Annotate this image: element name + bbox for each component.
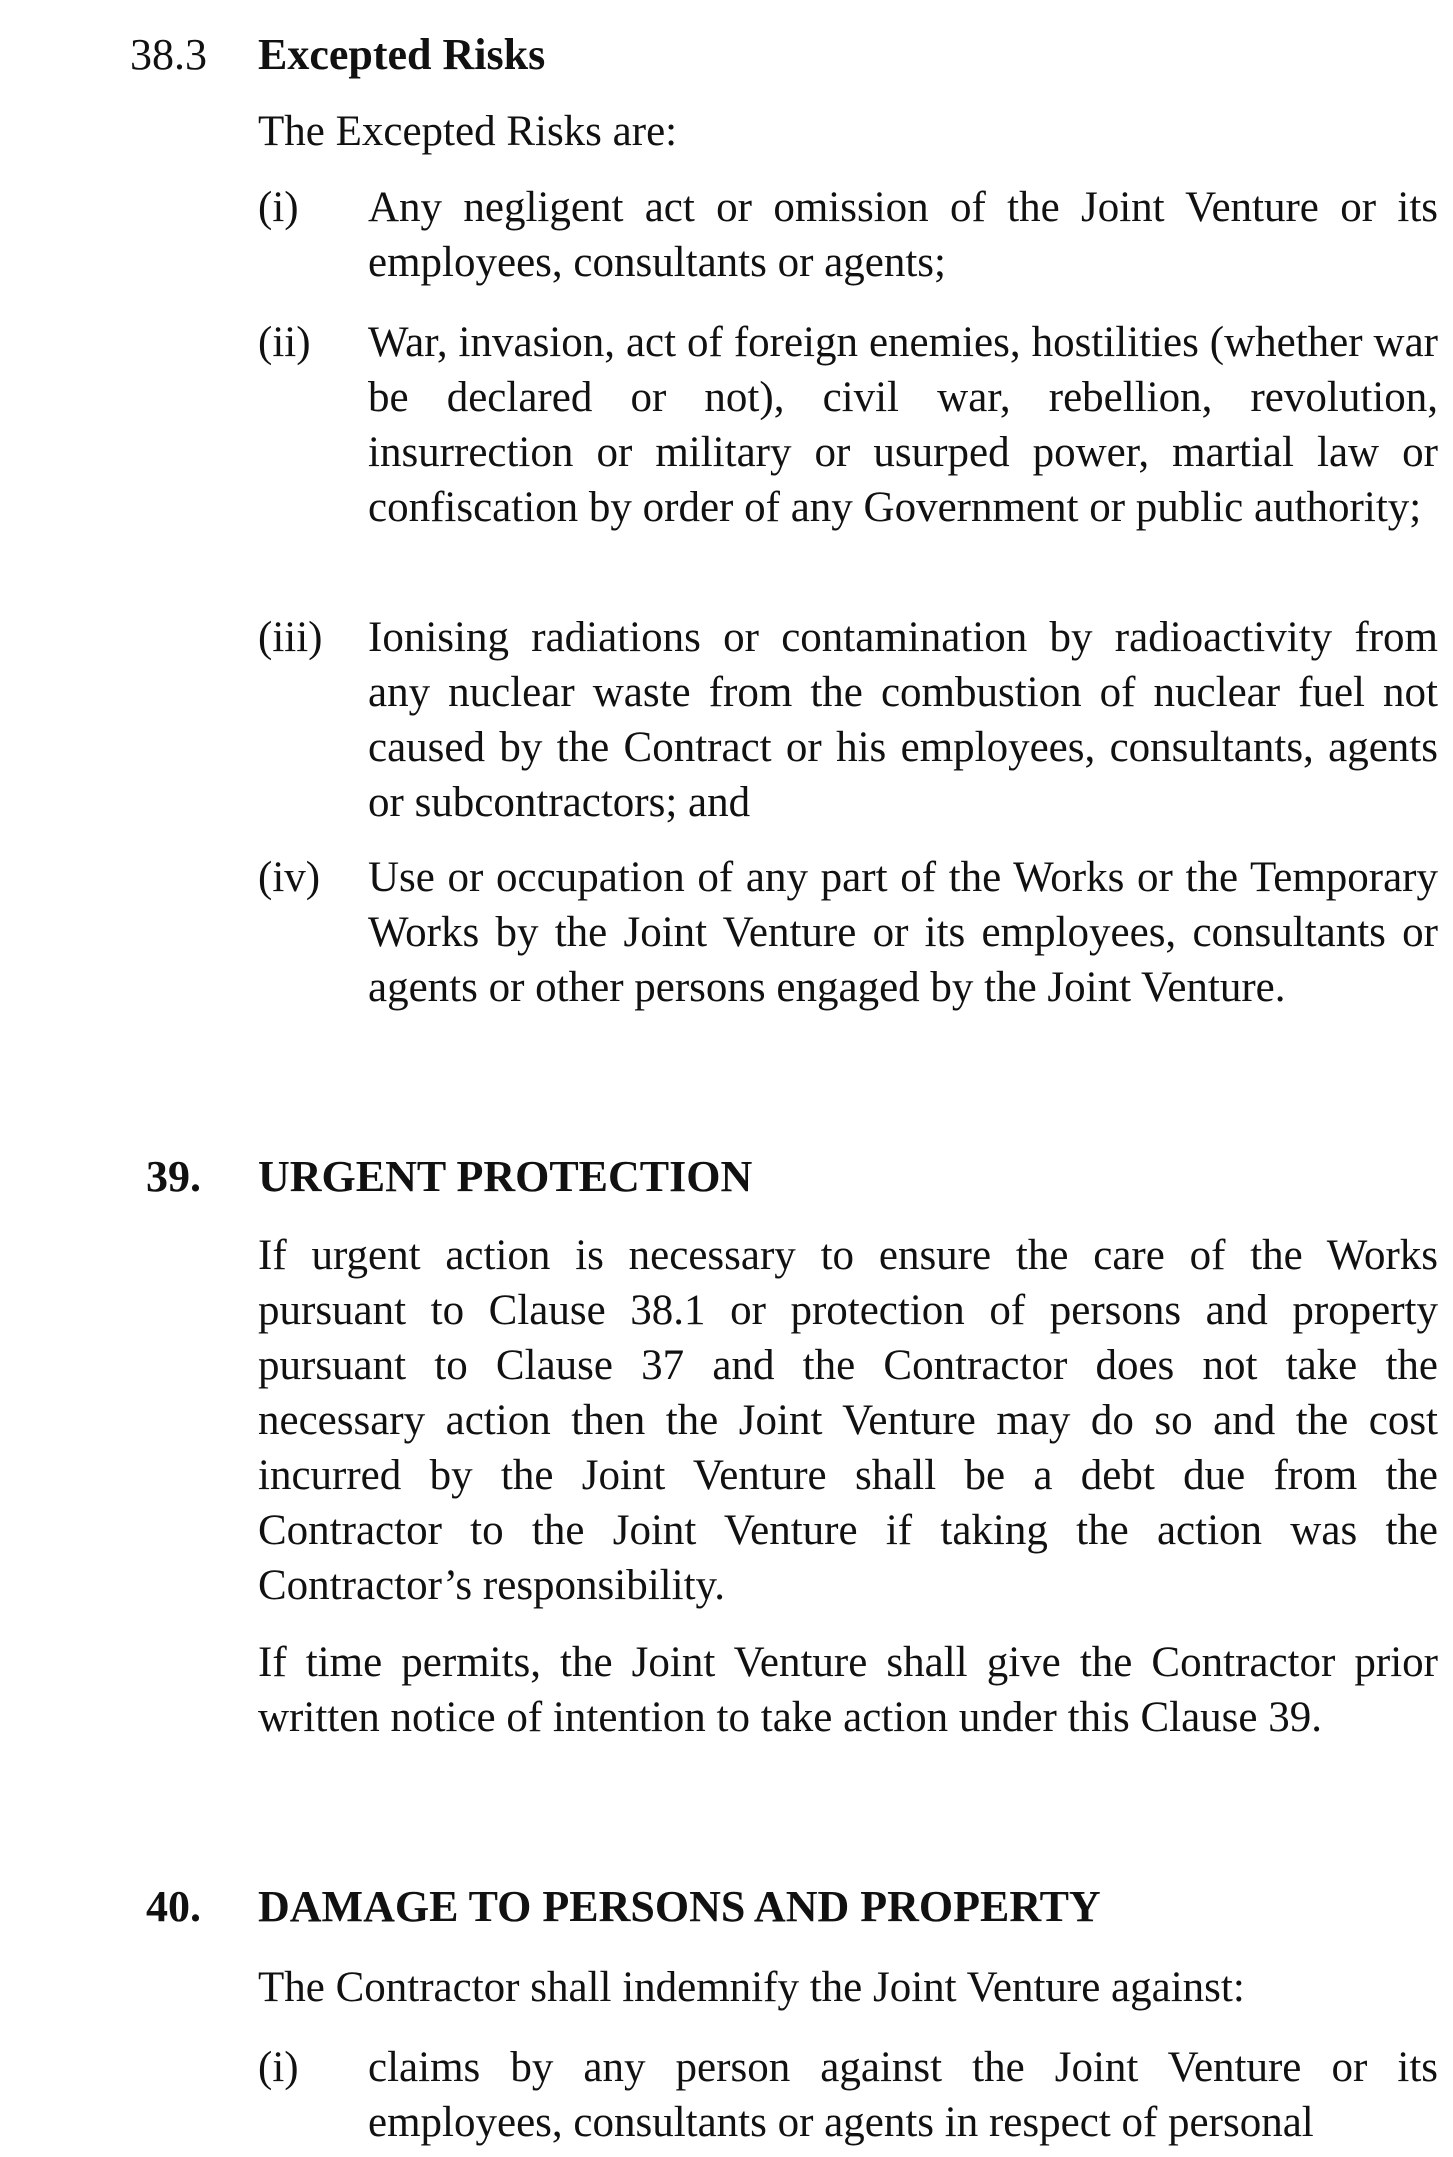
clause-paragraph-39-2: If time permits, the Joint Venture shall give the Contractor prior written notice of intention to take action under this Clause 39. bbox=[258, 1639, 1438, 1741]
list-item-label-40-i: (i) bbox=[258, 2044, 299, 2091]
clause-title-excepted-risks: Excepted Risks bbox=[258, 30, 546, 79]
list-item-label-i: (i) bbox=[258, 184, 299, 231]
list-item-label-iv: (iv) bbox=[258, 854, 321, 901]
clause-title-urgent-protection: URGENT PROTECTION bbox=[258, 1152, 753, 1201]
clause-title-damage-to-persons-and-property: DAMAGE TO PERSONS AND PROPERTY bbox=[258, 1882, 1101, 1931]
list-item-text-iii: Ionising radiations or contamination by radioactivity from any nuclear waste from the combustion of nuclear fuel not caused by the Contract or his employees, consultants, agents or subcontractors; and bbox=[368, 614, 1438, 826]
list-item-text-iv: Use or occupation of any part of the Works or the Temporary Works by the Joint Venture or its employees, consultants or agents or other persons engaged by the Joint Venture. bbox=[368, 854, 1438, 1011]
clause-paragraph-39-1: If urgent action is necessary to ensure the care of the Works pursuant to Clause 38.1 or protection of persons and property pursuant to Clause 37 and the Contractor does not take the necessary action then the Joint Venture may do so and the cost incurred by the Joint Venture shall be a debt due from the Contractor to the Joint Venture if taking the action was the Contractor’s responsibility. bbox=[258, 1232, 1438, 1609]
clause-number-38-3: 38.3 bbox=[130, 30, 207, 79]
clause-intro-excepted-risks: The Excepted Risks are: bbox=[258, 108, 678, 155]
list-item-label-ii: (ii) bbox=[258, 319, 311, 366]
clause-intro-damage: The Contractor shall indemnify the Joint Venture against: bbox=[258, 1964, 1245, 2011]
clause-number-40: 40. bbox=[146, 1882, 201, 1931]
list-item-text-ii: War, invasion, act of foreign enemies, hostilities (whether war be declared or not), civil war, rebellion, revolution, insurrection or military or usurped power, martial law or confiscation by order of any Government or public authority; bbox=[368, 319, 1438, 531]
list-item-text-i: Any negligent act or omission of the Joint Venture or its employees, consultants or agents; bbox=[368, 184, 1438, 286]
list-item-text-40-i: claims by any person against the Joint Venture or its employees, consultants or agents in respect of personal bbox=[368, 2044, 1438, 2146]
clause-number-39: 39. bbox=[146, 1152, 201, 1201]
list-item-label-iii: (iii) bbox=[258, 614, 323, 661]
